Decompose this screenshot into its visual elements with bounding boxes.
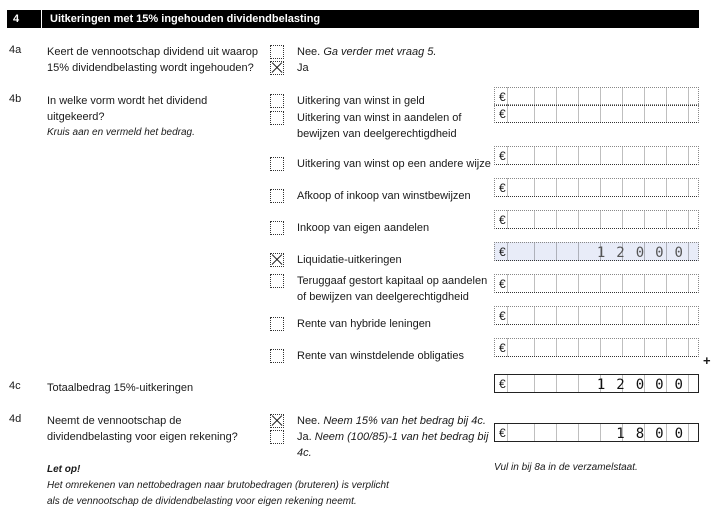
dividend-tax-amount-value: 1800 bbox=[616, 426, 694, 442]
question-number-4c: 4c bbox=[9, 380, 21, 392]
amount-field-4b-item-6[interactable] bbox=[494, 242, 699, 261]
checkbox-4b-item-5[interactable] bbox=[270, 221, 284, 235]
option-4b-item-9-label: Rente van winstdelende obligaties bbox=[297, 350, 464, 362]
euro-sign: € bbox=[499, 213, 506, 227]
amount-field-4b-item-7[interactable] bbox=[494, 274, 699, 293]
amount-field-4b-item-2[interactable] bbox=[494, 104, 699, 123]
amount-field-4b-item-4[interactable] bbox=[494, 178, 699, 197]
amount-field-4b-item-9[interactable] bbox=[494, 338, 699, 357]
note-title: Let op! bbox=[47, 464, 81, 475]
option-4d-ja-hint: Neem (100/85)-1 van het bedrag bij 4c. bbox=[297, 431, 489, 459]
sum-plus-sign: + bbox=[703, 353, 711, 368]
checkbox-4b-item-4[interactable] bbox=[270, 189, 284, 203]
note-block bbox=[47, 462, 467, 510]
question-4b-instruction: Kruis aan en vermeld het bedrag. bbox=[47, 127, 195, 138]
euro-sign: € bbox=[499, 245, 506, 259]
side-note: Vul in bij 8a in de verzamelstaat. bbox=[494, 462, 638, 473]
option-4d-nee-hint: Neem 15% van het bedrag bij 4c. bbox=[323, 415, 486, 427]
question-4c-text: Totaalbedrag 15%-uitkeringen bbox=[47, 382, 194, 394]
option-4d-nee bbox=[297, 413, 497, 429]
option-4b-item-1-label: Uitkering van winst in geld bbox=[297, 95, 425, 107]
total-amount-field[interactable] bbox=[494, 374, 699, 393]
checkbox-4b-item-9[interactable] bbox=[270, 349, 284, 363]
option-4b-item-8-label: Rente van hybride leningen bbox=[297, 318, 431, 330]
option-4b-item-4-label: Afkoop of inkoop van winstbewijzen bbox=[297, 190, 471, 202]
checkbox-4d-ja[interactable] bbox=[270, 430, 284, 444]
question-4b-text: In welke vorm wordt het dividend uitgekeerd? bbox=[47, 95, 208, 123]
question-number-4d: 4d bbox=[9, 413, 22, 425]
option-4b-item-6-label: Liquidatie-uitkeringen bbox=[297, 254, 402, 266]
option-4b-item-3-label: Uitkering van winst op een andere wijze bbox=[297, 158, 491, 170]
euro-sign: € bbox=[499, 309, 506, 323]
option-4b-item-2-label: Uitkering van winst in aandelen of bewijzen van deelgerechtigdheid bbox=[297, 112, 462, 140]
option-4d-ja bbox=[297, 429, 497, 461]
question-4d-text: Neemt de vennootschap de dividendbelasting voor eigen rekening? bbox=[47, 415, 238, 443]
option-4d-ja-label: Ja. bbox=[297, 431, 312, 443]
checkbox-4d-nee[interactable] bbox=[270, 414, 284, 428]
option-4a-nee bbox=[297, 44, 492, 60]
checkbox-4b-item-6[interactable] bbox=[270, 253, 284, 267]
note-line-2: als de vennootschap de dividendbelasting voor eigen rekening neemt. bbox=[47, 496, 357, 507]
question-4a-text: Keert de vennootschap dividend uit waarop 15% dividendbelasting wordt ingehouden? bbox=[47, 46, 258, 74]
checkbox-4b-item-8[interactable] bbox=[270, 317, 284, 331]
euro-sign: € bbox=[499, 377, 506, 391]
amount-field-4b-item-5[interactable] bbox=[494, 210, 699, 229]
total-amount-value: 12000 bbox=[596, 377, 694, 393]
option-4a-nee-label: Nee. bbox=[297, 46, 321, 58]
checkbox-4a-ja[interactable] bbox=[270, 61, 284, 75]
checkbox-4b-item-2[interactable] bbox=[270, 111, 284, 125]
checkbox-4b-item-3[interactable] bbox=[270, 157, 284, 171]
checkbox-4b-item-1[interactable] bbox=[270, 94, 284, 108]
amount-field-4b-item-8[interactable] bbox=[494, 306, 699, 325]
euro-sign: € bbox=[499, 277, 506, 291]
option-4b-item-5-label: Inkoop van eigen aandelen bbox=[297, 222, 430, 234]
euro-sign: € bbox=[499, 149, 506, 163]
question-number-4b: 4b bbox=[9, 93, 22, 105]
euro-sign: € bbox=[499, 90, 506, 104]
section-header bbox=[7, 10, 699, 28]
euro-sign: € bbox=[499, 426, 506, 440]
checkbox-4a-nee[interactable] bbox=[270, 45, 284, 59]
euro-sign: € bbox=[499, 181, 506, 195]
option-4d-nee-label: Nee. bbox=[297, 415, 321, 427]
euro-sign: € bbox=[499, 341, 506, 355]
question-4b-block bbox=[47, 93, 267, 141]
checkbox-4b-item-7[interactable] bbox=[270, 274, 284, 288]
note-line-1: Het omrekenen van nettobedragen naar brutobedragen (bruteren) is verplicht bbox=[47, 480, 389, 491]
dividend-tax-amount-field[interactable] bbox=[494, 423, 699, 442]
amount-value-4b-item-6: 12000 bbox=[596, 245, 694, 261]
option-4b-item-7-label: Teruggaaf gestort kapitaal op aandelen of bewijzen van deelgerechtigdheid bbox=[297, 275, 488, 303]
option-4a-ja-label: Ja bbox=[297, 62, 309, 74]
section-number: 4 bbox=[13, 13, 20, 25]
question-number-4a: 4a bbox=[9, 44, 22, 56]
amount-field-4b-item-3[interactable] bbox=[494, 146, 699, 165]
section-title: Uitkeringen met 15% ingehouden dividendbelasting bbox=[50, 13, 321, 25]
option-4a-nee-hint: Ga verder met vraag 5. bbox=[323, 46, 437, 58]
euro-sign: € bbox=[499, 107, 506, 121]
header-divider bbox=[41, 10, 42, 28]
